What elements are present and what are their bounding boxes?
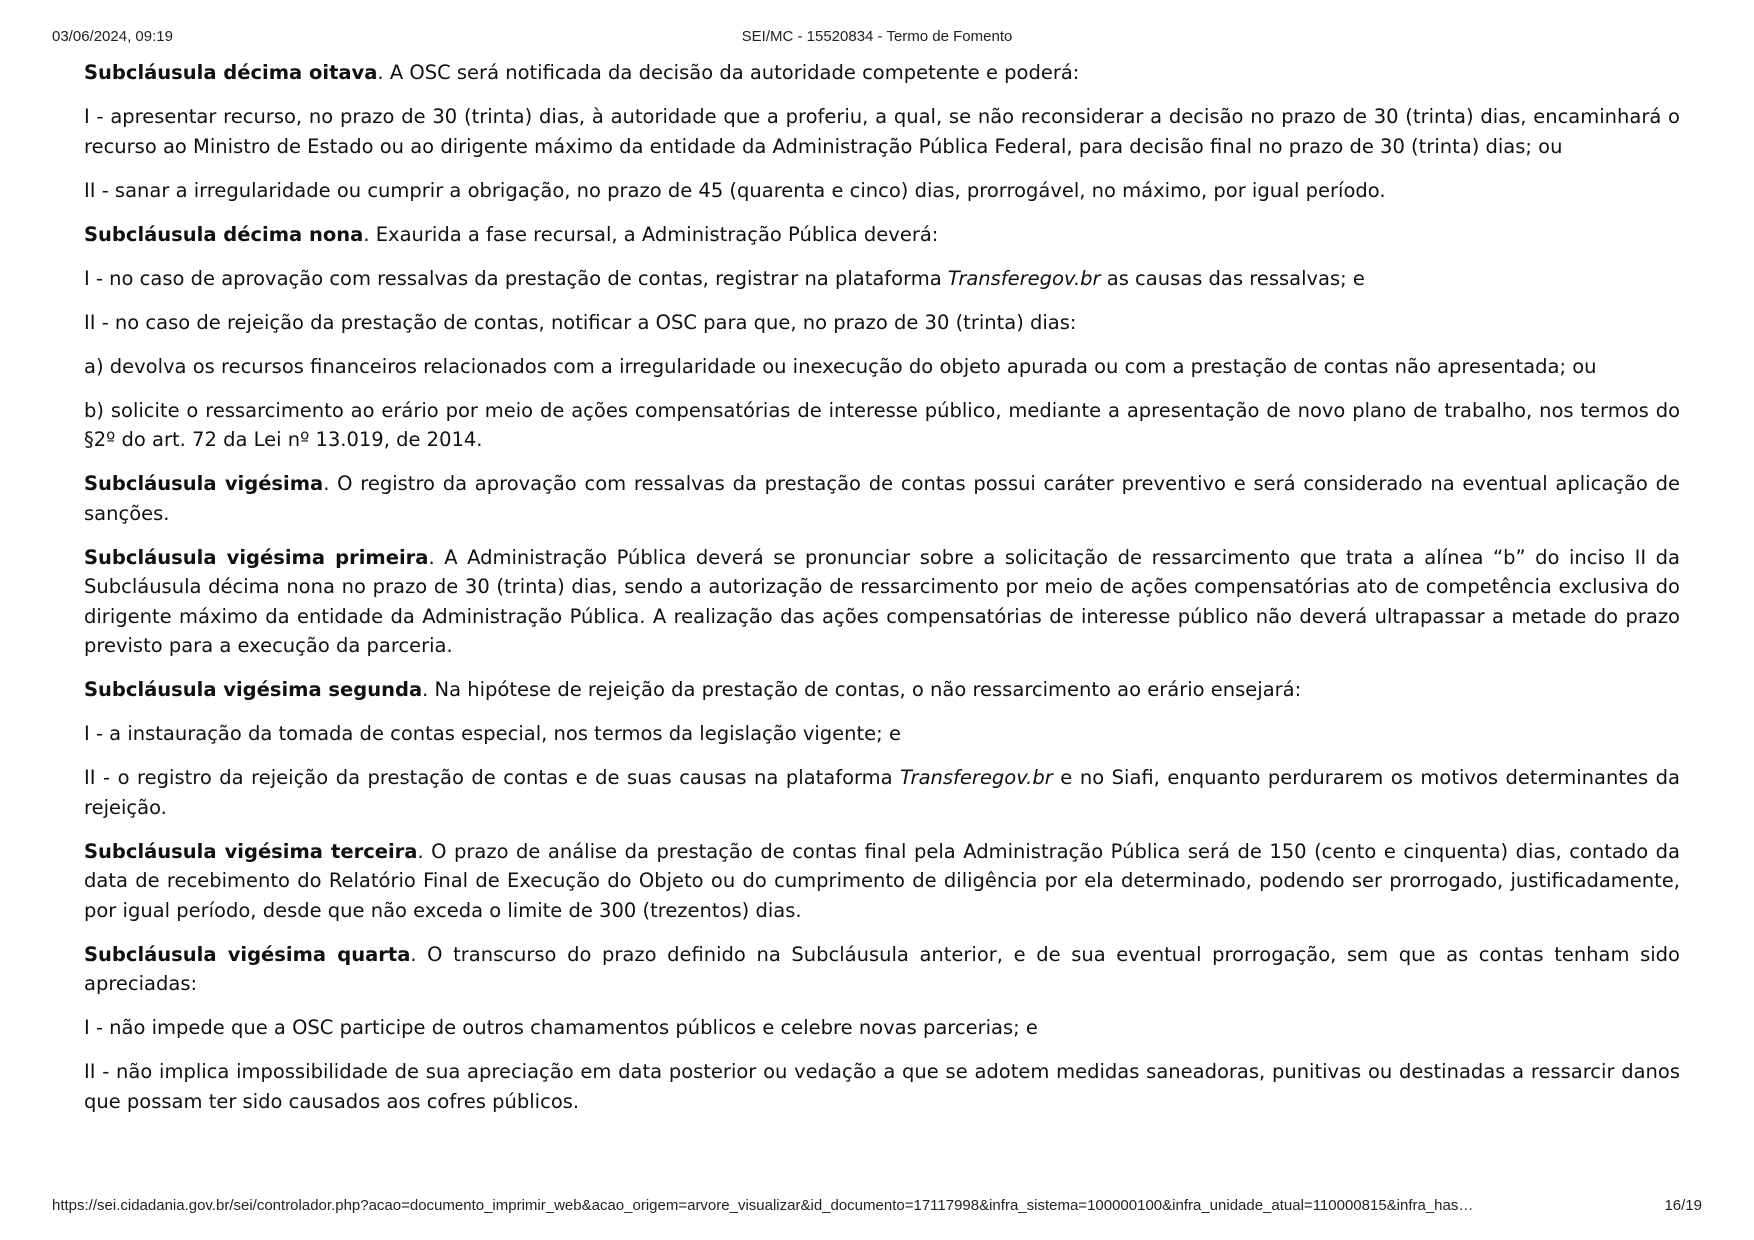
print-document-title: SEI/MC - 15520834 - Termo de Fomento — [741, 28, 1013, 45]
paragraph-item: II - o registro da rejeição da prestação de contas e de suas causas na plataforma Transferegov.br e no Siafi, enquanto perdurarem os motivos determinantes da rejeição. — [84, 766, 1680, 819]
paragraph-item: II - no caso de rejeição da prestação de contas, notificar a OSC para que, no prazo de 30 (trinta) dias: — [84, 310, 1077, 334]
clause-heading: Subcláusula décima oitava — [84, 61, 378, 84]
paragraph-item: a) devolva os recursos financeiros relacionados com a irregularidade ou inexecução do objeto apurada ou com a prestação de contas não apresentada; ou — [84, 354, 1597, 378]
paragraph-item: I - apresentar recurso, no prazo de 30 (trinta) dias, à autoridade que a proferiu, a qual, se não reconsiderar a decisão no prazo de 30 (trinta) dias, encaminhará o recurso ao Ministro de Estado ou ao dirigente máximo da entidade da Administração Pública Federal, para decisão final no prazo de 30 (trinta) dias; ou — [84, 105, 1680, 158]
paragraph-item: b) solicite o ressarcimento ao erário por meio de ações compensatórias de interesse público, mediante a apresentação de novo plano de trabalho, nos termos do §2º do art. 72 da Lei nº 13.019, de 2014. — [84, 398, 1680, 451]
platform-name: Transferegov.br — [900, 766, 1053, 789]
paragraph-subclausula-18: Subcláusula décima oitava. A OSC será notificada da decisão da autoridade competente e poderá: — [84, 61, 1080, 84]
paragraph-item: I - a instauração da tomada de contas especial, nos termos da legislação vigente; e — [84, 722, 901, 745]
page-number: 16/19 — [1664, 1197, 1702, 1214]
clause-heading: Subcláusula vigésima terceira — [84, 839, 418, 863]
print-header — [52, 28, 1702, 48]
paragraph-subclausula-19: Subcláusula décima nona. Exaurida a fase recursal, a Administração Pública deverá: — [84, 222, 939, 246]
clause-heading: Subcláusula vigésima segunda — [84, 678, 423, 701]
print-datetime: 03/06/2024, 09:19 — [52, 28, 173, 45]
paragraph-item: I - não impede que a OSC participe de outros chamamentos públicos e celebre novas parcerias; e — [84, 1016, 1038, 1039]
clause-heading: Subcláusula vigésima primeira — [84, 545, 429, 569]
paragraph-subclausula-22: Subcláusula vigésima segunda. Na hipótese de rejeição da prestação de contas, o não ressarcimento ao erário ensejará: — [84, 678, 1302, 701]
paragraph-subclausula-21: Subcláusula vigésima primeira. A Administração Pública deverá se pronunciar sobre a solicitação de ressarcimento que trata a alínea “b” do inciso II da Subcláusula décima nona no prazo de 30 (trinta) dias, sendo a autorização de ressarcimento por meio de ações compensatórias ato de competência exclusiva do dirigente máximo da entidade da Administração Pública. A realização das ações compensatórias de interesse público não deverá ultrapassar a metade do prazo previsto para a execução da parceria. — [84, 545, 1680, 657]
platform-name: Transferegov.br — [947, 266, 1101, 290]
paragraph-item: I - no caso de aprovação com ressalvas da prestação de contas, registrar na plataforma Transferegov.br as causas das ressalvas; e — [84, 266, 1365, 290]
paragraph-item: II - não implica impossibilidade de sua apreciação em data posterior ou vedação a que se adotem medidas saneadoras, punitivas ou destinadas a ressarcir danos que possam ter sido causados aos cofres públicos. — [84, 1060, 1680, 1113]
clause-heading: Subcláusula vigésima quarta — [84, 942, 411, 966]
document-body — [84, 58, 1680, 1131]
paragraph-subclausula-20: Subcláusula vigésima. O registro da aprovação com ressalvas da prestação de contas possui caráter preventivo e será considerado na eventual aplicação de sanções. — [84, 472, 1680, 525]
print-url: https://sei.cidadania.gov.br/sei/controlador.php?acao=documento_imprimir_web&acao_origem=arvore_visualizar&id_documento=17117998&infra_sistema=100000100&infra_unidade_atual=110000815&infra_has… — [52, 1197, 1474, 1214]
clause-heading: Subcláusula vigésima — [84, 472, 324, 495]
paragraph-item: II - sanar a irregularidade ou cumprir a obrigação, no prazo de 45 (quarenta e cinco) dias, prorrogável, no máximo, por igual período. — [84, 178, 1386, 202]
paragraph-subclausula-24: Subcláusula vigésima quarta. O transcurso do prazo definido na Subcláusula anterior, e de sua eventual prorrogação, sem que as contas tenham sido apreciadas: — [84, 942, 1680, 995]
clause-heading: Subcláusula décima nona — [84, 222, 364, 246]
paragraph-subclausula-23: Subcláusula vigésima terceira. O prazo de análise da prestação de contas final pela Administração Pública será de 150 (cento e cinquenta) dias, contado da data de recebimento do Relatório Final de Execução do Objeto ou do cumprimento de diligência por ela determinado, podendo ser prorrogado, justificadamente, por igual período, desde que não exceda o limite de 300 (trezentos) dias. — [84, 839, 1680, 922]
print-footer — [52, 1197, 1702, 1217]
